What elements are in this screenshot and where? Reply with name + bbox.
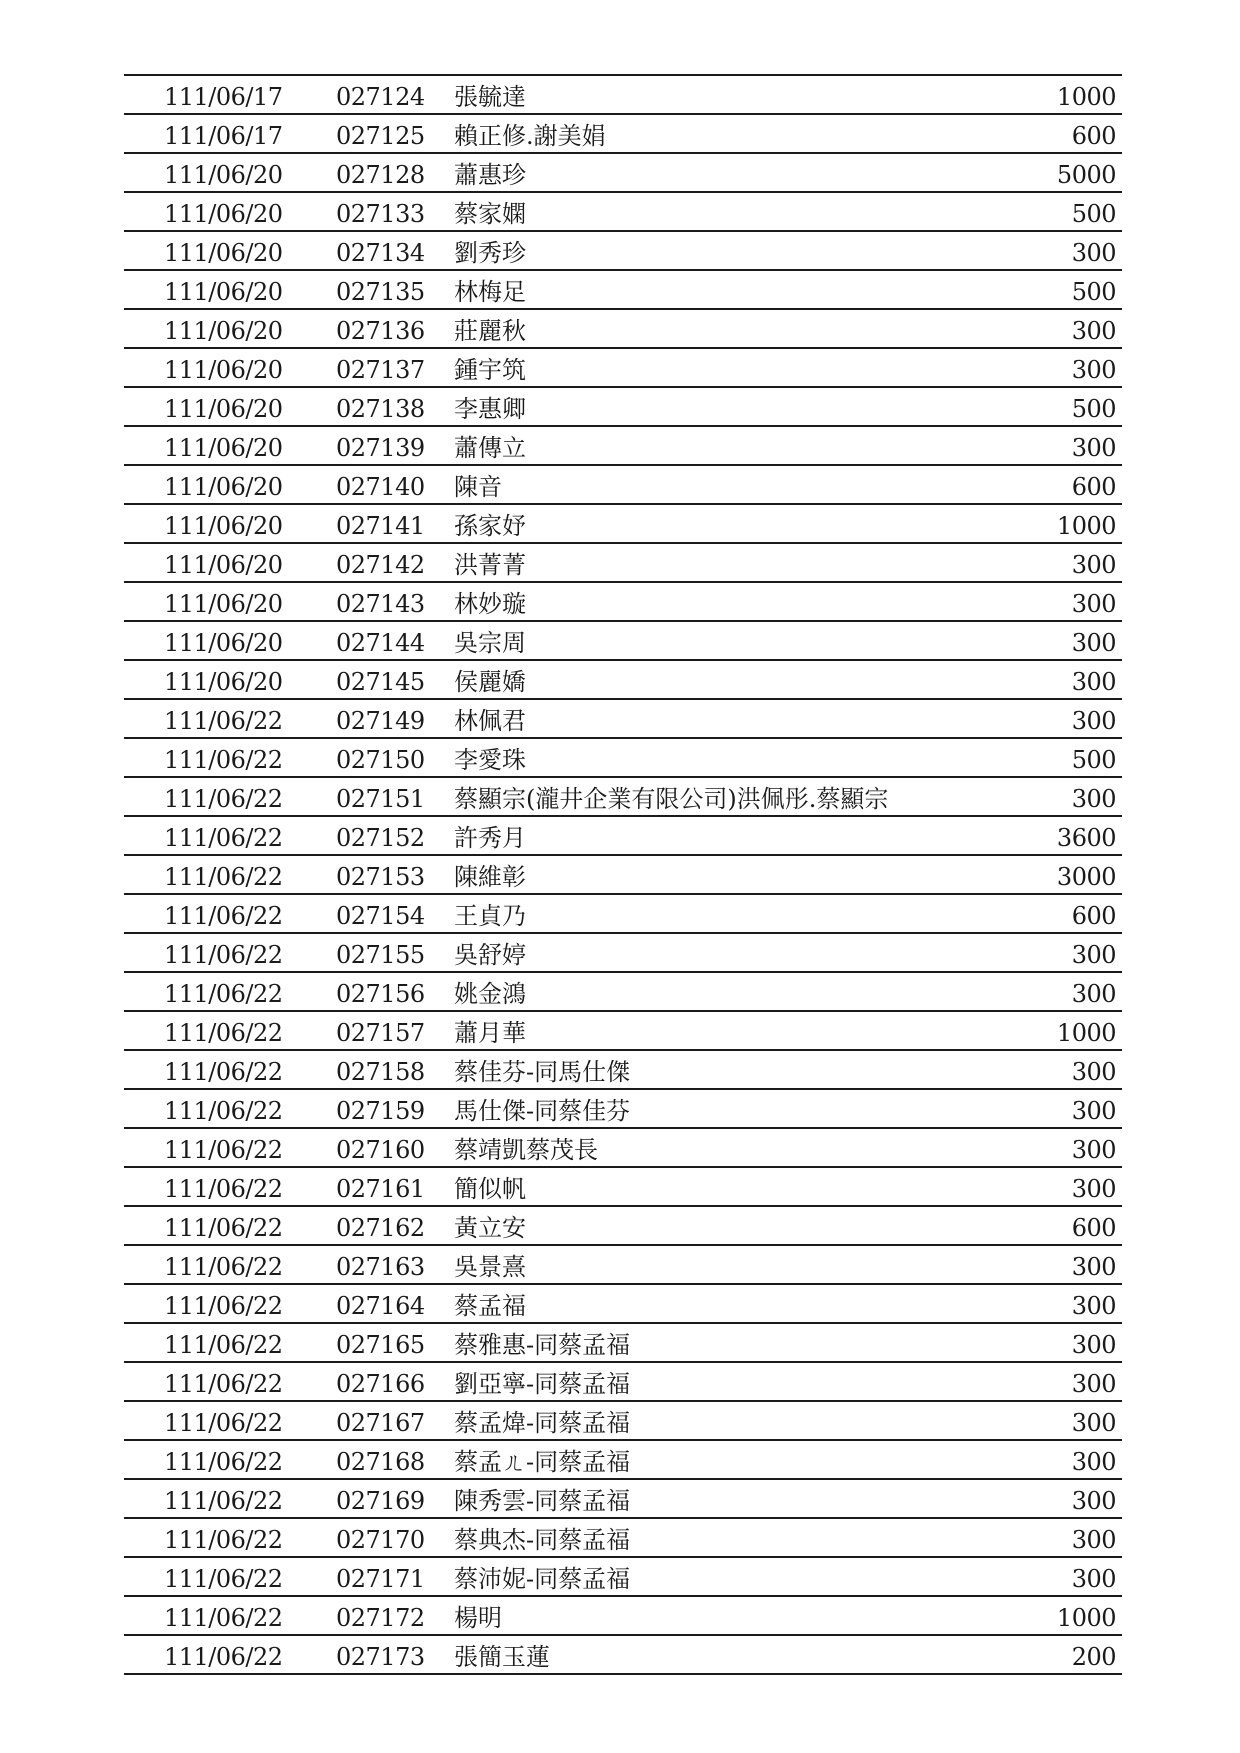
donor-name-cell: 蔡孟福 <box>454 1292 526 1320</box>
date-cell: 111/06/22 <box>164 785 283 813</box>
table-row <box>124 1051 1122 1090</box>
date-cell: 111/06/20 <box>164 629 283 657</box>
table-row <box>124 1246 1122 1285</box>
date-cell: 111/06/22 <box>164 707 283 735</box>
receipt-number-cell: 027171 <box>336 1565 425 1593</box>
amount-cell: 300 <box>1071 1526 1116 1554</box>
receipt-number-cell: 027163 <box>336 1253 425 1281</box>
receipt-number-cell: 027140 <box>336 473 425 501</box>
table-row <box>124 544 1122 583</box>
donor-name-cell: 蔡靖凱蔡茂長 <box>454 1136 598 1164</box>
table-row <box>124 232 1122 271</box>
donor-name-cell: 蔡雅惠-同蔡孟福 <box>454 1331 631 1359</box>
table-row <box>124 973 1122 1012</box>
donor-name-cell: 許秀月 <box>454 824 526 852</box>
table-row <box>124 739 1122 778</box>
amount-cell: 300 <box>1071 1331 1116 1359</box>
amount-cell: 300 <box>1071 1058 1116 1086</box>
receipt-number-cell: 027124 <box>336 83 425 111</box>
donor-name-cell: 蔡家嫻 <box>454 200 526 228</box>
table-row <box>124 817 1122 856</box>
donor-name-cell: 賴正修.謝美娟 <box>454 122 606 150</box>
table-row <box>124 427 1122 466</box>
donor-name-cell: 蔡孟ㄦ-同蔡孟福 <box>454 1448 631 1476</box>
receipt-number-cell: 027159 <box>336 1097 425 1125</box>
date-cell: 111/06/22 <box>164 1604 283 1632</box>
receipt-number-cell: 027128 <box>336 161 425 189</box>
date-cell: 111/06/20 <box>164 590 283 618</box>
date-cell: 111/06/22 <box>164 1643 283 1671</box>
amount-cell: 200 <box>1071 1643 1116 1671</box>
donor-name-cell: 李愛珠 <box>454 746 526 774</box>
table-row <box>124 1558 1122 1597</box>
receipt-number-cell: 027153 <box>336 863 425 891</box>
receipt-number-cell: 027151 <box>336 785 425 813</box>
receipt-number-cell: 027162 <box>336 1214 425 1242</box>
donation-ledger-table <box>124 74 1122 1675</box>
amount-cell: 300 <box>1071 707 1116 735</box>
table-row <box>124 934 1122 973</box>
date-cell: 111/06/22 <box>164 980 283 1008</box>
table-row <box>124 1519 1122 1558</box>
amount-cell: 500 <box>1071 395 1116 423</box>
amount-cell: 300 <box>1071 629 1116 657</box>
amount-cell: 5000 <box>1056 161 1116 189</box>
donor-name-cell: 劉秀珍 <box>454 239 526 267</box>
table-row <box>124 505 1122 544</box>
amount-cell: 600 <box>1071 122 1116 150</box>
amount-cell: 300 <box>1071 1292 1116 1320</box>
donor-name-cell: 蔡沛妮-同蔡孟福 <box>454 1565 631 1593</box>
donor-name-cell: 王貞乃 <box>454 902 526 930</box>
table-row <box>124 115 1122 154</box>
receipt-number-cell: 027161 <box>336 1175 425 1203</box>
donor-name-cell: 蔡孟煒-同蔡孟福 <box>454 1409 631 1437</box>
receipt-number-cell: 027168 <box>336 1448 425 1476</box>
receipt-number-cell: 027156 <box>336 980 425 1008</box>
receipt-number-cell: 027137 <box>336 356 425 384</box>
table-row <box>124 1168 1122 1207</box>
receipt-number-cell: 027158 <box>336 1058 425 1086</box>
receipt-number-cell: 027139 <box>336 434 425 462</box>
table-row <box>124 388 1122 427</box>
amount-cell: 600 <box>1071 473 1116 501</box>
table-row <box>124 271 1122 310</box>
date-cell: 111/06/22 <box>164 1487 283 1515</box>
amount-cell: 300 <box>1071 317 1116 345</box>
table-row <box>124 1129 1122 1168</box>
table-row <box>124 1090 1122 1129</box>
donor-name-cell: 李惠卿 <box>454 395 526 423</box>
donor-name-cell: 張毓達 <box>454 83 526 111</box>
amount-cell: 600 <box>1071 902 1116 930</box>
table-row <box>124 1441 1122 1480</box>
amount-cell: 1000 <box>1056 1604 1116 1632</box>
receipt-number-cell: 027169 <box>336 1487 425 1515</box>
date-cell: 111/06/22 <box>164 1565 283 1593</box>
date-cell: 111/06/22 <box>164 1370 283 1398</box>
table-row <box>124 583 1122 622</box>
amount-cell: 300 <box>1071 1565 1116 1593</box>
receipt-number-cell: 027170 <box>336 1526 425 1554</box>
receipt-number-cell: 027144 <box>336 629 425 657</box>
table-row <box>124 466 1122 505</box>
date-cell: 111/06/17 <box>164 122 283 150</box>
receipt-number-cell: 027160 <box>336 1136 425 1164</box>
amount-cell: 300 <box>1071 1136 1116 1164</box>
date-cell: 111/06/20 <box>164 161 283 189</box>
donor-name-cell: 林妙璇 <box>454 590 526 618</box>
amount-cell: 1000 <box>1056 1019 1116 1047</box>
date-cell: 111/06/22 <box>164 1214 283 1242</box>
table-row <box>124 1285 1122 1324</box>
amount-cell: 3000 <box>1056 863 1116 891</box>
amount-cell: 300 <box>1071 1253 1116 1281</box>
receipt-number-cell: 027166 <box>336 1370 425 1398</box>
receipt-number-cell: 027157 <box>336 1019 425 1047</box>
date-cell: 111/06/22 <box>164 1019 283 1047</box>
donor-name-cell: 張簡玉蓮 <box>454 1643 550 1671</box>
date-cell: 111/06/17 <box>164 83 283 111</box>
donor-name-cell: 簡似帆 <box>454 1175 526 1203</box>
amount-cell: 300 <box>1071 1409 1116 1437</box>
date-cell: 111/06/20 <box>164 434 283 462</box>
receipt-number-cell: 027138 <box>336 395 425 423</box>
donor-name-cell: 蕭惠珍 <box>454 161 526 189</box>
donor-name-cell: 陳音 <box>454 473 502 501</box>
receipt-number-cell: 027135 <box>336 278 425 306</box>
date-cell: 111/06/20 <box>164 278 283 306</box>
donor-name-cell: 姚金鴻 <box>454 980 526 1008</box>
amount-cell: 300 <box>1071 1448 1116 1476</box>
donor-name-cell: 洪菁菁 <box>454 551 526 579</box>
table-row <box>124 1402 1122 1441</box>
table-row <box>124 154 1122 193</box>
receipt-number-cell: 027142 <box>336 551 425 579</box>
amount-cell: 300 <box>1071 941 1116 969</box>
receipt-number-cell: 027133 <box>336 200 425 228</box>
table-row <box>124 1324 1122 1363</box>
table-row <box>124 778 1122 817</box>
donor-name-cell: 蔡顯宗(瀧井企業有限公司)洪佩彤.蔡顯宗 <box>454 785 889 813</box>
date-cell: 111/06/20 <box>164 551 283 579</box>
donor-name-cell: 吳景熹 <box>454 1253 526 1281</box>
amount-cell: 500 <box>1071 746 1116 774</box>
date-cell: 111/06/22 <box>164 1175 283 1203</box>
table-row <box>124 661 1122 700</box>
donor-name-cell: 林梅足 <box>454 278 526 306</box>
receipt-number-cell: 027141 <box>336 512 425 540</box>
table-row <box>124 310 1122 349</box>
amount-cell: 300 <box>1071 1175 1116 1203</box>
date-cell: 111/06/22 <box>164 1058 283 1086</box>
donor-name-cell: 黃立安 <box>454 1214 526 1242</box>
donor-name-cell: 孫家妤 <box>454 512 526 540</box>
date-cell: 111/06/22 <box>164 941 283 969</box>
amount-cell: 300 <box>1071 1097 1116 1125</box>
amount-cell: 1000 <box>1056 83 1116 111</box>
donor-name-cell: 馬仕傑-同蔡佳芬 <box>454 1097 631 1125</box>
receipt-number-cell: 027172 <box>336 1604 425 1632</box>
donor-name-cell: 楊明 <box>454 1604 502 1632</box>
table-row <box>124 895 1122 934</box>
donor-name-cell: 陳維彰 <box>454 863 526 891</box>
date-cell: 111/06/22 <box>164 1331 283 1359</box>
amount-cell: 500 <box>1071 200 1116 228</box>
table-row <box>124 856 1122 895</box>
table-row <box>124 349 1122 388</box>
table-row <box>124 1363 1122 1402</box>
amount-cell: 300 <box>1071 785 1116 813</box>
date-cell: 111/06/22 <box>164 1136 283 1164</box>
table-row <box>124 622 1122 661</box>
donor-name-cell: 莊麗秋 <box>454 317 526 345</box>
table-row <box>124 1480 1122 1519</box>
amount-cell: 300 <box>1071 668 1116 696</box>
table-row <box>124 700 1122 739</box>
amount-cell: 600 <box>1071 1214 1116 1242</box>
donor-name-cell: 蔡佳芬-同馬仕傑 <box>454 1058 631 1086</box>
donor-name-cell: 蕭月華 <box>454 1019 526 1047</box>
receipt-number-cell: 027165 <box>336 1331 425 1359</box>
date-cell: 111/06/22 <box>164 746 283 774</box>
donor-name-cell: 吳宗周 <box>454 629 526 657</box>
table-row <box>124 193 1122 232</box>
receipt-number-cell: 027125 <box>336 122 425 150</box>
amount-cell: 300 <box>1071 1370 1116 1398</box>
table-row <box>124 76 1122 115</box>
date-cell: 111/06/22 <box>164 902 283 930</box>
date-cell: 111/06/22 <box>164 1253 283 1281</box>
table-row <box>124 1597 1122 1636</box>
table-row <box>124 1636 1122 1675</box>
table-row <box>124 1207 1122 1246</box>
receipt-number-cell: 027167 <box>336 1409 425 1437</box>
donor-name-cell: 侯麗嬌 <box>454 668 526 696</box>
amount-cell: 500 <box>1071 278 1116 306</box>
amount-cell: 300 <box>1071 434 1116 462</box>
date-cell: 111/06/20 <box>164 473 283 501</box>
receipt-number-cell: 027164 <box>336 1292 425 1320</box>
date-cell: 111/06/22 <box>164 1292 283 1320</box>
date-cell: 111/06/20 <box>164 239 283 267</box>
date-cell: 111/06/22 <box>164 863 283 891</box>
receipt-number-cell: 027149 <box>336 707 425 735</box>
receipt-number-cell: 027143 <box>336 590 425 618</box>
date-cell: 111/06/22 <box>164 1097 283 1125</box>
amount-cell: 300 <box>1071 551 1116 579</box>
donor-name-cell: 陳秀雲-同蔡孟福 <box>454 1487 631 1515</box>
donor-name-cell: 劉亞寧-同蔡孟福 <box>454 1370 631 1398</box>
donor-name-cell: 林佩君 <box>454 707 526 735</box>
donor-name-cell: 蔡典杰-同蔡孟福 <box>454 1526 631 1554</box>
amount-cell: 1000 <box>1056 512 1116 540</box>
date-cell: 111/06/20 <box>164 395 283 423</box>
date-cell: 111/06/20 <box>164 317 283 345</box>
receipt-number-cell: 027150 <box>336 746 425 774</box>
date-cell: 111/06/22 <box>164 824 283 852</box>
receipt-number-cell: 027154 <box>336 902 425 930</box>
table-row <box>124 1012 1122 1051</box>
date-cell: 111/06/20 <box>164 356 283 384</box>
donor-name-cell: 蕭傳立 <box>454 434 526 462</box>
date-cell: 111/06/22 <box>164 1409 283 1437</box>
receipt-number-cell: 027155 <box>336 941 425 969</box>
donor-name-cell: 鍾宇筑 <box>454 356 526 384</box>
receipt-number-cell: 027136 <box>336 317 425 345</box>
donor-name-cell: 吳舒婷 <box>454 941 526 969</box>
amount-cell: 300 <box>1071 590 1116 618</box>
amount-cell: 300 <box>1071 980 1116 1008</box>
amount-cell: 300 <box>1071 239 1116 267</box>
receipt-number-cell: 027173 <box>336 1643 425 1671</box>
receipt-number-cell: 027145 <box>336 668 425 696</box>
receipt-number-cell: 027152 <box>336 824 425 852</box>
date-cell: 111/06/20 <box>164 200 283 228</box>
date-cell: 111/06/22 <box>164 1526 283 1554</box>
amount-cell: 3600 <box>1056 824 1116 852</box>
amount-cell: 300 <box>1071 1487 1116 1515</box>
receipt-number-cell: 027134 <box>336 239 425 267</box>
date-cell: 111/06/22 <box>164 1448 283 1476</box>
amount-cell: 300 <box>1071 356 1116 384</box>
date-cell: 111/06/20 <box>164 512 283 540</box>
date-cell: 111/06/20 <box>164 668 283 696</box>
